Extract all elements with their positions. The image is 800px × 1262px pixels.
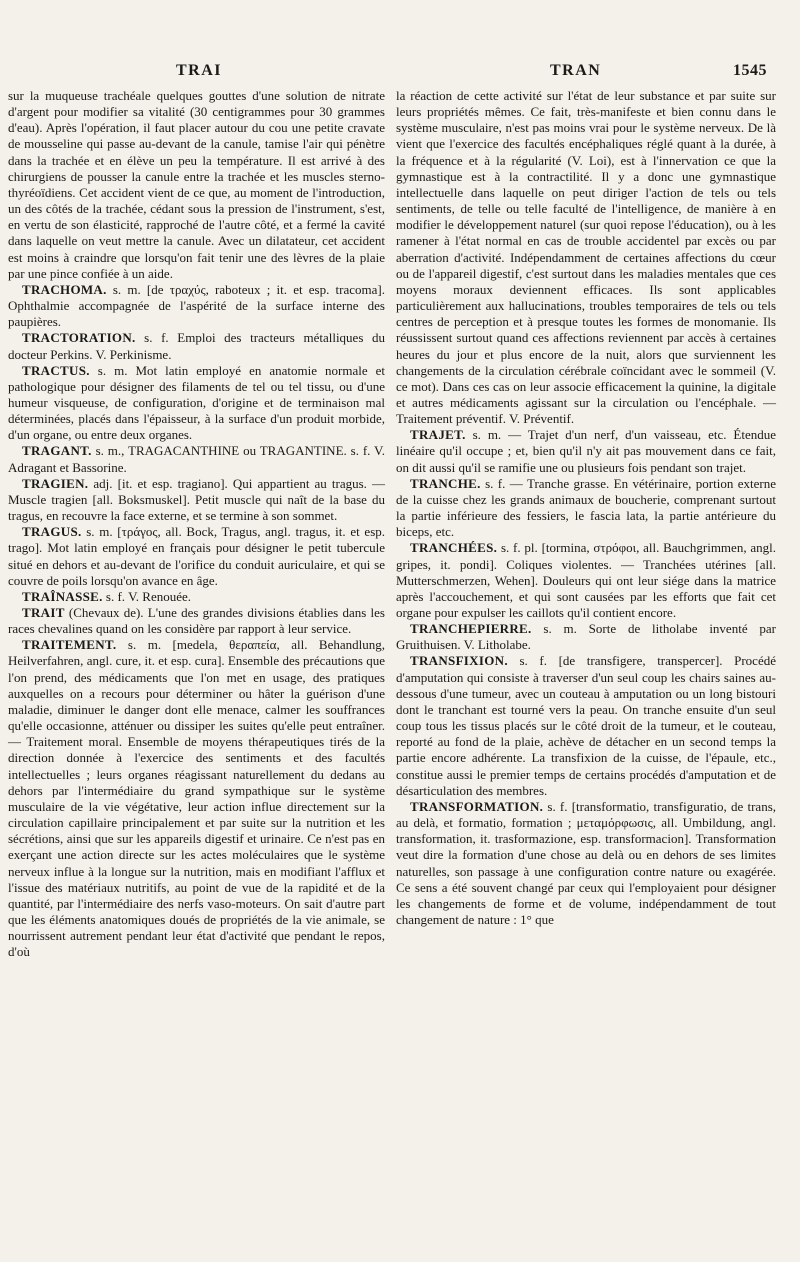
entry-headword: TRANSFORMATION. [410, 798, 544, 814]
entry-headword: TRACHOMA. [22, 281, 107, 297]
entry-text: s. f. pl. [tormina, στρόφοι, all. Bauchgrimmen, angl. gripes, it. pondi]. Coliques violentes. — Tranchées utérines [all. Mutterschmerzen, Wehen]. Douleurs qui ont leur siége dans la matrice après l'accouchement, et qui sont causées par les efforts que fait cet organe pour expulser les caillots qu'il contient encore. [396, 540, 776, 620]
entry-headword: TRACTORATION. [22, 330, 136, 346]
dictionary-entry [8, 282, 385, 330]
entry-headword: TRANSFIXION. [410, 653, 508, 669]
entry-text: sur la muqueuse trachéale quelques gouttes d'une solution de nitrate d'argent pour modifier sa vitalité (30 centigrammes pour 30 grammes d'eau). Après l'opération, il faut placer autour du cou une petite cravate de mousseline qui passe au-devant de la canule, tamise l'air qui pénètre dans la trachée et en élève un peu la température. Il est arrivé à des chirurgiens de pousser la canule entre la trachée et les muscles sterno-thyréoïdiens. Cet accident vient de ce que, au moment de l'introduction, un des côtés de la trachée, cédant sous la pression de l'instrument, s'est, en vertu de son élasticité, rapproché de l'autre côté, et a fermé la cavité dans laquelle on veut mettre la canule. Avec un dilatateur, cet accident est moins à craindre que lorsqu'on fait tenir une des lèvres de la plaie par une pince confiée à un aide. [8, 88, 385, 281]
entry-headword: TRAITEMENT. [22, 637, 117, 653]
entry-text: s. m. Mot latin employé en anatomie normale et pathologique pour désigner des filaments de tel ou tel tissu, ou d'une humeur visqueuse, de configuration, d'origine et de terminaison mal déterminées, placés dans l'épaisseur, à la surface d'un produit morbide, d'un organe, ou entre deux organes. [8, 362, 385, 443]
entry-text: s. f. V. Renouée. [102, 588, 192, 604]
entry-text: s. f. Emploi des tracteurs métalliques du docteur Perkins. V. Perkinisme. [8, 330, 385, 362]
entry-headword: TRANCHEPIERRE. [410, 621, 532, 637]
entry-headword: TRANCHE. [410, 475, 481, 491]
entry-text: s. m. [medela, θεραπεία, all. Behandlung, Heilverfahren, angl. cure, it. et esp. cura]. Ensemble des précautions que l'on prend, des médicaments que l'on met en usage, des pratiques auxquelles on a recours pour déterminer ou hâter la guérison d'une maladie, diminuer le danger dont elle menace, calmer les souffrances qu'elle occasionne, atténuer ou dissiper les suites qu'elle peut entraîner. — Traitement moral. Ensemble de moyens thérapeutiques tirés de la direction donnée à l'exercice des sentiments et des facultés intellectuelles ; leurs organes réagissant naturellement du dedans au dehors par l'intermédiaire du grand sympathique sur le système musculaire de la vie végétative, leur action influe directement sur la circulation capillaire principalement et par suite sur la nutrition et les sécrétions, ainsi que sur les appareils digestif et urinaire. Ce n'est pas en exerçant une action directe sur les actes moléculaires que le système nerveux influe à la longue sur la nutrition, mais en modifiant l'afflux et l'issue des matériaux nutritifs, au point de vue de la rapidité et de la quantité, par l'intermédiaire des nerfs vaso-moteurs. On sait d'autre part que les éléments anatomiques doués de propriétés de la vie animale, se nourrissent autrement pendant leur état d'activité que pendant le repos, d'où [8, 637, 385, 960]
dictionary-entry [8, 524, 385, 589]
dictionary-entry [396, 427, 776, 475]
entry-text: la réaction de cette activité sur l'état de leur substance et par suite sur leurs propriétés mêmes. Ce fait, très-manifeste et bien connu dans le système musculaire, n'est pas moins vrai pour le système nerveux. De là vient que l'exercice des facultés encéphaliques réglé quant à la durée, à la fréquence et à la régularité (V. Loi), est à l'innervation ce que la gymnastique est à la contractilité. Il y a donc une gymnastique intellectuelle dans laquelle on peut diriger l'action de tels ou tels sentiments, de telle ou telle faculté de l'intelligence, de manière à en modifier le développement naturel (sur quoi repose l'éducation), ou à les ramener à l'état normal en cas de trouble accidentel par excès ou par aberration d'activité. Indépendamment de certaines affections du cœur ou de l'appareil digestif, c'est surtout dans les maladies mentales que ces moyens moraux deviennent efficaces. Ils sont applicables particulièrement aux hallucinations, troubles temporaires de tels ou tels centres de perception et à presque toutes les formes de monomanie. Ils réussissent surtout quand ces affections reviennent par accès à certaines heures du jour et plus encore de la nuit, alors que surviennent les changements de la circulation cérébrale coïncidant avec le sommeil (V. ce mot). Dans ces cas on leur associe efficacement la quinine, la digitale et autres médicaments agissant sur la circulation ou l'encéphale. — Traitement préventif. V. Préventif. [396, 88, 776, 427]
entry-headword: TRAGIEN. [22, 475, 89, 491]
dictionary-entry [8, 605, 385, 637]
entry-headword: TRAÎNASSE. [22, 588, 103, 604]
entry-headword: TRAJET. [410, 427, 466, 443]
dictionary-entry [8, 637, 385, 960]
dictionary-entry [8, 330, 385, 362]
entry-text: adj. [it. et esp. tragiano]. Qui appartient au tragus. — Muscle tragien [all. Boksmuskel]. Petit muscle qui naît de la base du tragus, en recouvre la face externe, et se termine à son sommet. [8, 475, 385, 524]
dictionary-entry [396, 540, 776, 621]
right-running-title: TRAN [550, 62, 602, 79]
dictionary-entry [8, 443, 385, 475]
dictionary-entry [396, 621, 776, 653]
entry-text: s. m. Sorte de litholabe inventé par Gruithuisen. V. Litholabe. [396, 621, 776, 653]
dictionary-entry [8, 476, 385, 524]
entry-text: s. f. [transformatio, transfiguratio, de trans, au delà, et formatio, formation ; μεταμόρφωσις, all. Umbildung, angl. transformation, it. trasformazione, esp. transformacion]. Transformation veut dire la formation d'une chose au delà ou en dehors de ses limites naturelles, son passage à une configuration contre nature ou exagérée. Ce sens a été souvent changé par ceux qui l'employaient pour désigner les changements de forme et de volume, indépendamment de tout changement de nature : 1° que [396, 798, 776, 927]
entry-text: s. m. — Trajet d'un nerf, d'un vaisseau, etc. Étendue linéaire qu'il occupe ; et, bien qu'il n'y ait pas mouvement dans ce fait, on dit aussi qu'il se ramifie une ou plusieurs fois pendant son trajet. [396, 427, 776, 475]
dictionary-entry [396, 799, 776, 928]
entry-continuation [8, 88, 385, 282]
right-column [396, 88, 776, 928]
entry-continuation [396, 88, 776, 427]
entry-headword: TRAIT [22, 605, 65, 620]
dictionary-entry [8, 363, 385, 444]
entry-text: s. m., TRAGACANTHINE ou TRAGANTINE. s. f. V. Adragant et Bassorine. [8, 443, 385, 475]
entry-headword: TRAGANT. [22, 443, 92, 459]
dictionary-entry [396, 653, 776, 798]
entry-text: (Chevaux de). L'une des grandes divisions établies dans les races chevalines quand on les considère par rapport à leur service. [8, 605, 385, 637]
entry-text: s. m. [de τραχύς, raboteux ; it. et esp. tracoma]. Ophthalmie accompagnée de l'aspérité de la surface interne des paupières. [8, 281, 385, 330]
page-number: 1545 [733, 62, 767, 79]
running-header [0, 62, 800, 84]
entry-text: s. f. — Tranche grasse. En vétérinaire, portion externe de la cuisse chez les grands animaux de boucherie, comprenant surtout la partie inférieure des fessiers, le fascia lata, la partie antérieure du biceps, etc. [396, 475, 776, 540]
entry-headword: TRANCHÉES. [410, 540, 498, 556]
dictionary-entry [396, 476, 776, 541]
entry-headword: TRAGUS. [22, 524, 82, 540]
entry-text: s. m. [τράγος, all. Bock, Tragus, angl. tragus, it. et esp. trago]. Mot latin employé en français pour désigner le petit tubercule situé en dehors et au-devant de l'orifice du conduit auriculaire, et qui se couvre de poils lorsqu'on avance en âge. [8, 524, 385, 588]
left-running-title: TRAI [176, 62, 223, 79]
left-column [8, 88, 385, 960]
entry-text: s. f. [de transfigere, transpercer]. Procédé d'amputation qui consiste à traverser d'un seul coup les chairs saines au-dessous d'une tumeur, avec un couteau à amputation ou un long bistouri dont le tranchant est tourné vers la peau. On tranche ensuite d'un seul coup tous les tissus placés sur le côté droit de la tumeur, et le couteau, reporté au fond de la plaie, achève de détacher en un second temps la partie encore adhérente. La transfixion de la cuisse, de l'épaule, etc., constitue aussi le premier temps de certains procédés d'amputation et de désarticulation des membres. [396, 653, 776, 798]
dictionary-entry [8, 589, 385, 605]
entry-headword: TRACTUS. [22, 362, 90, 378]
